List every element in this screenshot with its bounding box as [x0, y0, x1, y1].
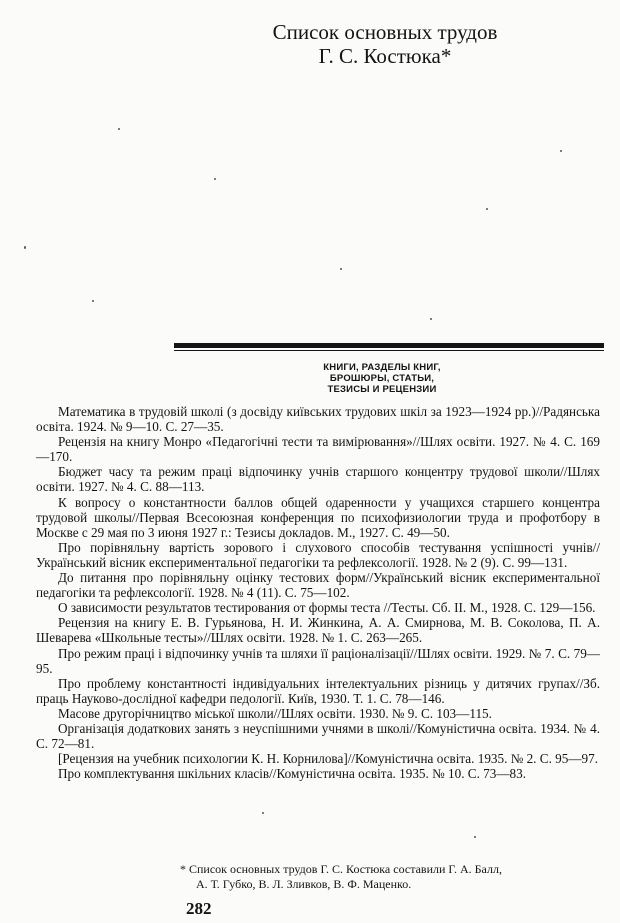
bibliography-list: [36, 404, 600, 781]
title-line-1: Список основных трудов: [272, 20, 498, 44]
scan-speck: [262, 812, 264, 814]
section-heading-line-3: ТЕЗИСЫ И РЕЦЕНЗИИ: [327, 384, 437, 395]
bibliography-entry: Про порівняльну вартість зорового і слухового способів тестування успішності учнів//Український вісник експериментальної педагогіки та рефлексології. 1928. № 2 (9). С. 99—131.: [36, 539, 600, 570]
page-title: [240, 20, 530, 68]
bibliography-entry: Масове другорічництво міської школи//Шлях освіти. 1930. № 9. С. 103—115.: [58, 705, 492, 721]
scan-speck: [118, 128, 120, 130]
section-rule-thick: [174, 343, 604, 348]
bibliography-entry: Про режим праці і відпочинку учнів та шляхи її раціоналізації//Шлях освіти. 1929. № 7. С. 79—95.: [36, 645, 600, 676]
scan-speck: [430, 318, 432, 320]
section-heading-line-2: БРОШЮРЫ, СТАТЬИ,: [329, 373, 435, 384]
scan-speck: [214, 178, 216, 180]
section-heading: [290, 362, 474, 395]
page-number: 282: [186, 899, 212, 918]
scan-speck: [474, 836, 476, 838]
footnote-line-1: * Список основных трудов Г. С. Костюка составили Г. А. Балл,: [180, 862, 502, 876]
scan-speck: [24, 246, 26, 249]
bibliography-entry: Про проблему константності індивідуальних інтелектуальних різниць у дитячих групах//Зб. праць Науково-дослідної кафедри педології. Київ, 1930. Т. 1. С. 78—146.: [36, 675, 600, 706]
footnote-line-2: А. Т. Губко, В. Л. Зливков, В. Ф. Маценко.: [196, 877, 412, 891]
bibliography-entry: Рецензія на книгу Монро «Педагогічні тести та вимірювання»//Шлях освіти. 1927. № 4. С. 169—170.: [36, 434, 600, 465]
scan-speck: [340, 268, 342, 270]
bibliography-entry: Організація додаткових занять з неуспішними учнями в школі//Комуністична освіта. 1934. № 4. С. 72—81.: [36, 720, 600, 752]
footnote: [180, 862, 600, 892]
section-heading-line-1: КНИГИ, РАЗДЕЛЫ КНИГ,: [323, 362, 441, 373]
bibliography-entry: К вопросу о константности баллов общей одаренности у учащихся старшего концентра трудовой школы//Первая Всесоюзная конференция по психофизиологии труда и профотбору в Москве с 29 мая по 3 июня 1927 г.: Тезисы докладов. М., 1927. С. 49—50.: [36, 494, 600, 540]
bibliography-entry: Рецензия на книгу Е. В. Гурьянова, Н. И. Жинкина, А. А. Смирнова, М. В. Соколова, П. А. Шеварева «Школьные тесты»//Шлях освіти. 1928. № 1. С. 263—265.: [36, 615, 600, 646]
bibliography-entry: О зависимости результатов тестирования от формы теста //Тесты. Сб. II. М., 1928. С. 129—156.: [58, 600, 596, 616]
bibliography-entry: Бюджет часу та режим праці відпочинку учнів старшого концентру трудової школи//Шлях освіти. 1927. № 4. С. 88—113.: [36, 464, 600, 495]
scan-speck: [560, 150, 562, 152]
bibliography-entry: [Рецензия на учебник психологии К. Н. Корнилова]//Комуністична освіта. 1935. № 2. С. 95—97.: [58, 751, 599, 767]
scan-speck: [486, 208, 488, 210]
section-rule-thin: [174, 350, 604, 351]
bibliography-entry: Математика в трудовій школі (з досвіду київських трудових шкіл за 1923—1924 рр.)//Радянська освіта. 1924. № 9—10. С. 27—35.: [36, 404, 600, 435]
scan-speck: [92, 300, 94, 302]
bibliography-entry: До питання про порівняльну оцінку тестових форм//Український вісник експериментальної педагогіки та рефлексології. 1928. № 4 (11). С. 75—102.: [36, 570, 600, 601]
title-line-2: Г. С. Костюка*: [318, 44, 452, 68]
bibliography-entry: Про комплектування шкільних класів//Комуністична освіта. 1935. № 10. С. 73—83.: [58, 766, 527, 782]
